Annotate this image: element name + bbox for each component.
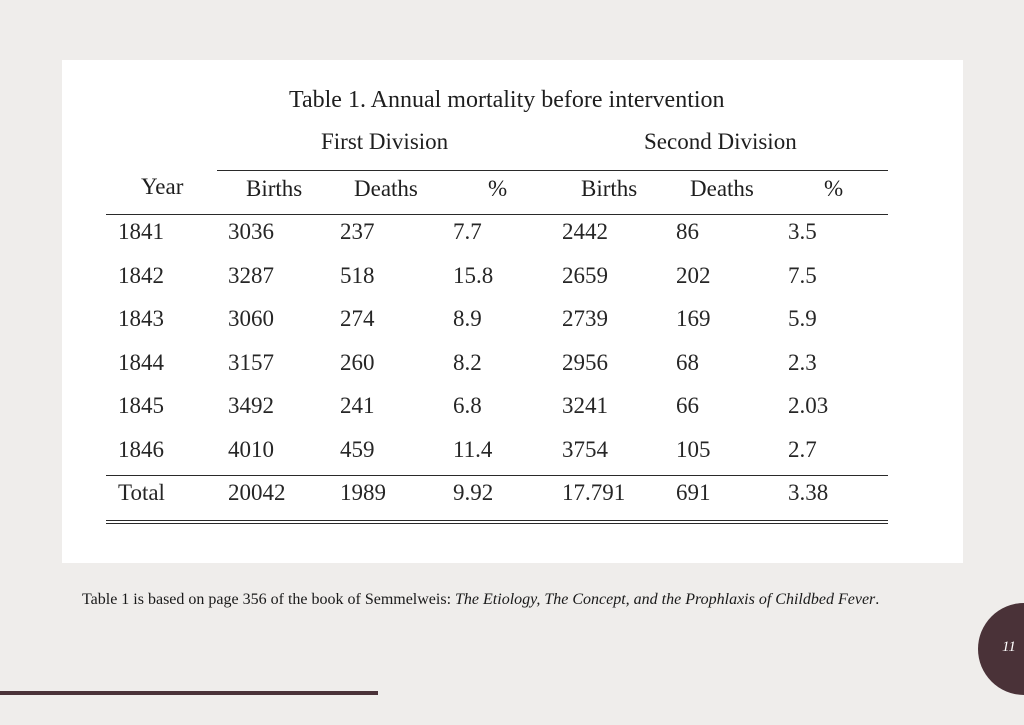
cell-deaths-second: 66 <box>676 393 699 418</box>
cell-deaths-first: 274 <box>340 306 375 331</box>
cell-deaths-first: 260 <box>340 349 375 375</box>
total-rule <box>106 475 888 476</box>
cell-percent-second: 3.5 <box>788 219 817 244</box>
caption-prefix: Table 1 is based on page 356 of the book of Semmelweis: <box>82 591 456 608</box>
cell-percent-first: 8.9 <box>453 306 482 331</box>
first-division-header: First Division <box>321 129 449 154</box>
cell-births-second: 3241 <box>562 393 608 418</box>
cell-percent-second: 2.03 <box>788 393 829 418</box>
cell-deaths-second: 86 <box>676 219 699 244</box>
bottom-rule-upper <box>106 520 888 521</box>
column-header-percent-first: % <box>488 176 508 201</box>
cell-year: 1842 <box>118 262 164 288</box>
total-cell-deaths-first: 1989 <box>340 480 386 505</box>
cell-births-first: 3157 <box>228 349 274 375</box>
cell-births-second: 2739 <box>562 306 608 331</box>
cell-percent-first: 11.4 <box>453 436 493 462</box>
cell-births-first: 3492 <box>228 393 274 418</box>
cell-year: 1841 <box>118 219 164 244</box>
cell-percent-first: 6.8 <box>453 393 482 418</box>
column-header-births-second: Births <box>581 176 638 201</box>
caption <box>82 589 982 611</box>
caption-book-title: The Etiology, The Concept, and the Prophlaxis of Childbed Fever <box>455 591 876 608</box>
total-cell-percent-first: 9.92 <box>453 480 494 505</box>
total-cell-births-first: 20042 <box>228 480 286 505</box>
header-rule <box>106 214 888 215</box>
cell-deaths-second: 202 <box>676 262 711 288</box>
table-panel <box>62 60 963 563</box>
caption-suffix: . <box>875 591 880 608</box>
page-number-badge <box>978 603 1024 695</box>
cell-percent-second: 2.3 <box>788 349 817 375</box>
cell-births-second: 2659 <box>562 262 608 288</box>
cell-births-second: 3754 <box>562 436 608 462</box>
cell-deaths-second: 68 <box>676 349 699 375</box>
bottom-rule-lower <box>106 523 888 524</box>
cell-percent-first: 15.8 <box>453 262 494 288</box>
column-header-deaths-first: Deaths <box>354 176 418 201</box>
cell-deaths-first: 459 <box>340 436 375 462</box>
total-cell-deaths-second: 691 <box>676 480 711 505</box>
table-title: Table 1. Annual mortality before intervention <box>289 87 725 113</box>
cell-percent-second: 2.7 <box>788 436 817 462</box>
cell-percent-second: 7.5 <box>788 262 817 288</box>
cell-year: 1844 <box>118 349 164 375</box>
second-division-header: Second Division <box>644 129 797 154</box>
cell-percent-second: 5.9 <box>788 306 817 331</box>
cell-births-second: 2442 <box>562 219 608 244</box>
bottom-accent-line <box>0 691 378 695</box>
column-header-percent-second: % <box>824 176 844 201</box>
cell-percent-first: 8.2 <box>453 349 482 375</box>
cell-births-first: 3287 <box>228 262 274 288</box>
total-cell-births-second: 17.791 <box>562 480 626 505</box>
cell-births-second: 2956 <box>562 349 608 375</box>
cell-deaths-first: 241 <box>340 393 375 418</box>
cell-year: 1846 <box>118 436 164 462</box>
cell-deaths-first: 237 <box>340 219 375 244</box>
column-header-deaths-second: Deaths <box>690 176 754 201</box>
column-header-births-first: Births <box>246 176 303 201</box>
total-cell-year: Total <box>118 480 165 505</box>
cell-year: 1843 <box>118 306 164 331</box>
cell-births-first: 3060 <box>228 306 274 331</box>
cell-births-first: 4010 <box>228 436 274 462</box>
cell-births-first: 3036 <box>228 219 274 244</box>
page-number: 11 <box>1002 639 1016 655</box>
column-header-year: Year <box>141 174 184 199</box>
cell-percent-first: 7.7 <box>453 219 482 244</box>
total-cell-percent-second: 3.38 <box>788 480 829 505</box>
cell-deaths-second: 169 <box>676 306 711 331</box>
cell-deaths-first: 518 <box>340 262 375 288</box>
cell-year: 1845 <box>118 393 164 418</box>
cell-deaths-second: 105 <box>676 436 711 462</box>
group-underline <box>217 170 888 171</box>
